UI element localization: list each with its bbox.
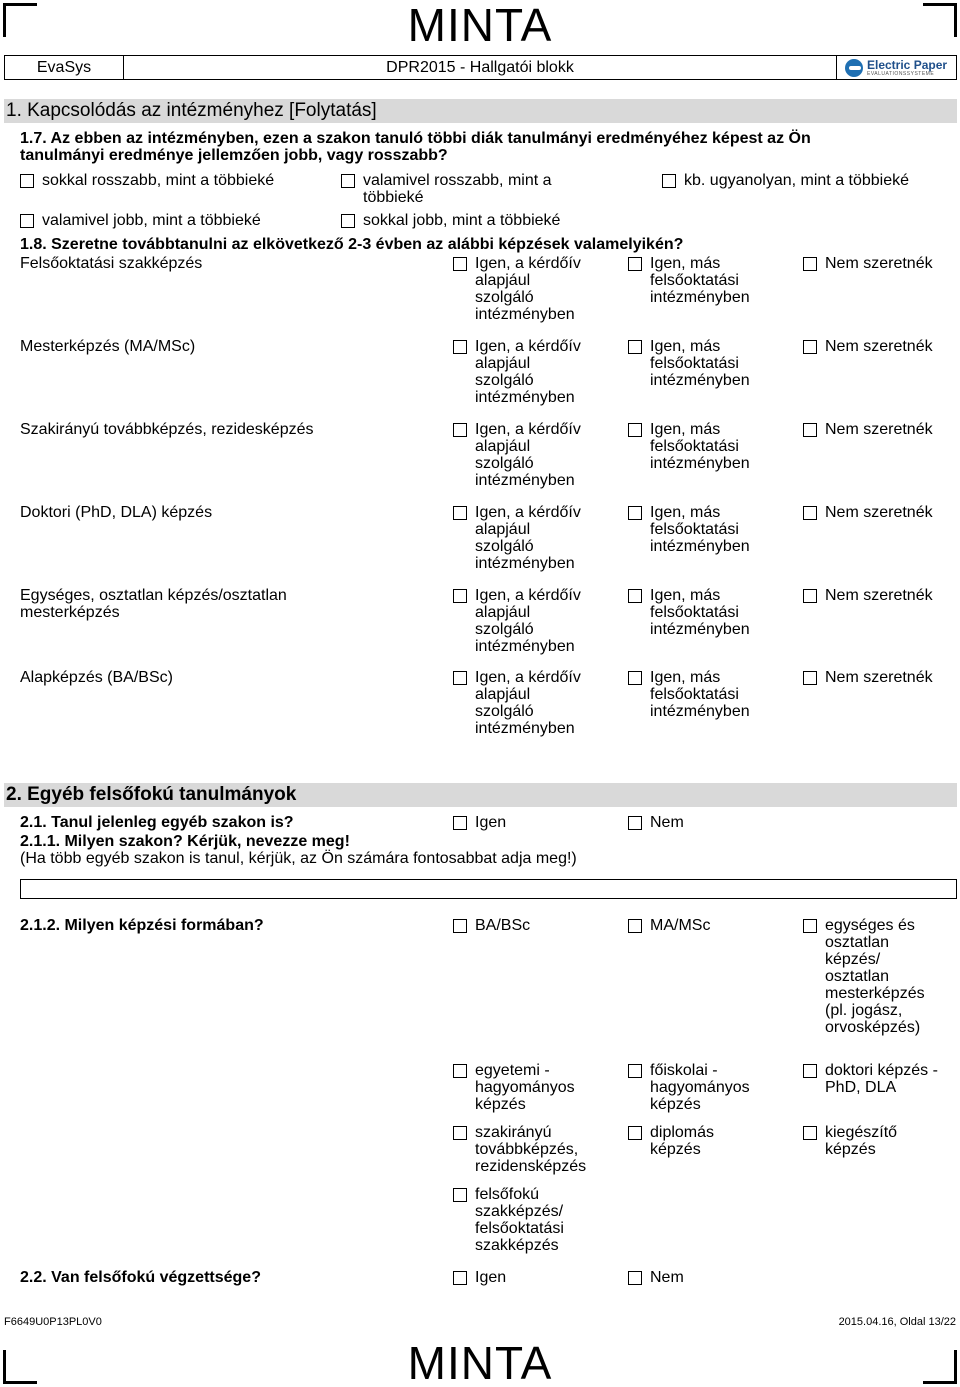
q17-option-1[interactable]: [20, 172, 274, 189]
option-label: doktori képzés - PhD, DLA: [825, 1062, 938, 1096]
q17-option-4[interactable]: [20, 212, 261, 229]
checkbox[interactable]: [453, 1271, 467, 1285]
q18-option-nem[interactable]: [803, 504, 960, 521]
checkbox[interactable]: [453, 1188, 467, 1202]
option-label: Nem szeretnék: [825, 255, 933, 272]
option-label: Igen, a kérdőív alapjául szolgáló intézményben: [475, 421, 581, 489]
checkbox[interactable]: [803, 340, 817, 354]
q212-option-doktori[interactable]: [803, 1062, 955, 1096]
option-label: Igen: [475, 1269, 507, 1286]
checkbox[interactable]: [803, 671, 817, 685]
checkbox[interactable]: [20, 214, 34, 228]
checkbox[interactable]: [20, 174, 34, 188]
option-label: Nem: [650, 1269, 684, 1286]
q18-option-igen-mas[interactable]: [628, 255, 768, 306]
option-label: kiegészítő képzés: [825, 1124, 898, 1158]
question-2-2: 2.2. Van felsőfokú végzettsége?: [20, 1269, 261, 1286]
checkbox[interactable]: [341, 174, 355, 188]
option-label: Igen, más felsőoktatási intézményben: [650, 587, 750, 638]
checkbox[interactable]: [453, 506, 467, 520]
form-title: DPR2015 - Hallgatói blokk: [124, 56, 837, 79]
q18-option-igen-intezmeny[interactable]: [453, 338, 593, 406]
checkbox[interactable]: [628, 589, 642, 603]
checkbox[interactable]: [628, 1271, 642, 1285]
checkbox[interactable]: [803, 919, 817, 933]
option-label: egységes és osztatlan képzés/ osztatlan mesterképzés (pl. jogász, orvosképzés): [825, 917, 925, 1036]
q18-option-igen-mas[interactable]: [628, 587, 768, 638]
option-label: valamivel jobb, mint a többieké: [42, 212, 261, 229]
q18-option-nem[interactable]: [803, 669, 960, 686]
q18-option-igen-intezmeny[interactable]: [453, 255, 593, 323]
electric-paper-logo-icon: [845, 59, 863, 77]
checkbox[interactable]: [341, 214, 355, 228]
checkbox[interactable]: [453, 816, 467, 830]
option-label: BA/BSc: [475, 917, 531, 934]
option-label: Igen: [475, 814, 507, 831]
checkbox[interactable]: [803, 257, 817, 271]
checkbox[interactable]: [662, 174, 676, 188]
section-1-title: 1. Kapcsolódás az intézményhez [Folytatás]: [4, 99, 957, 123]
question-1-7-line2: tanulmányi eredménye jellemzően jobb, vagy rosszabb?: [20, 147, 448, 164]
question-1-7: [20, 130, 950, 164]
checkbox[interactable]: [803, 506, 817, 520]
logo: [837, 56, 956, 79]
option-label: sokkal rosszabb, mint a többieké: [42, 172, 275, 189]
checkbox[interactable]: [803, 1064, 817, 1078]
option-label: Nem szeretnék: [825, 421, 933, 438]
q18-option-igen-intezmeny[interactable]: [453, 587, 593, 655]
option-label: Igen, más felsőoktatási intézményben: [650, 504, 750, 555]
checkbox[interactable]: [628, 671, 642, 685]
q18-option-nem[interactable]: [803, 338, 960, 355]
option-label: Igen, más felsőoktatási intézményben: [650, 255, 750, 306]
q18-row-label: Mesterképzés (MA/MSc): [20, 338, 196, 355]
checkbox[interactable]: [453, 423, 467, 437]
q212-option-foiskolai[interactable]: [628, 1062, 768, 1113]
option-label: Igen, a kérdőív alapjául szolgáló intézményben: [475, 504, 581, 572]
question-1-7-line1: 1.7. Az ebben az intézményben, ezen a szakon tanuló többi diák tanulmányi eredményéhez képest az Ön: [20, 130, 811, 147]
option-label: Igen, más felsőoktatási intézményben: [650, 669, 750, 720]
q22-no[interactable]: [628, 1269, 684, 1286]
q18-option-nem[interactable]: [803, 255, 960, 272]
option-label: Nem szeretnék: [825, 338, 933, 355]
checkbox[interactable]: [803, 423, 817, 437]
logo-subtitle: EVALUATIONSSYSTEME: [867, 70, 935, 77]
checkbox[interactable]: [453, 671, 467, 685]
checkbox[interactable]: [453, 1064, 467, 1078]
q18-option-igen-intezmeny[interactable]: [453, 504, 593, 572]
option-label: Igen, a kérdőív alapjául szolgáló intézményben: [475, 255, 581, 323]
checkbox[interactable]: [453, 1126, 467, 1140]
q212-option-ma[interactable]: [628, 917, 710, 934]
checkbox[interactable]: [803, 589, 817, 603]
option-label: Nem szeretnék: [825, 587, 933, 604]
section-2-title-text: 2. Egyéb felsőfokú tanulmányok: [6, 784, 297, 805]
form-code: F6649U0P13PL0V0: [4, 1316, 102, 1328]
q17-option-3[interactable]: [662, 172, 909, 189]
option-label: Igen, más felsőoktatási intézményben: [650, 338, 750, 389]
app-name: EvaSys: [5, 56, 124, 79]
q17-option-5[interactable]: [341, 212, 560, 229]
checkbox[interactable]: [453, 340, 467, 354]
q18-option-igen-mas[interactable]: [628, 669, 768, 720]
option-label: MA/MSc: [650, 917, 711, 934]
q212-option-felsofoku-szakkepzes[interactable]: [453, 1186, 575, 1254]
option-label: egyetemi - hagyományos képzés: [475, 1062, 575, 1113]
checkbox[interactable]: [628, 340, 642, 354]
question-2-1-1: 2.1.1. Milyen szakon? Kérjük, nevezze meg!: [20, 833, 350, 850]
q212-option-ba[interactable]: [453, 917, 530, 934]
option-label: valamivel rosszabb, mint a többieké: [363, 172, 552, 206]
q212-option-osztatlan[interactable]: [803, 917, 943, 1036]
q18-row-label: Doktori (PhD, DLA) képzés: [20, 504, 213, 521]
q18-option-igen-mas[interactable]: [628, 338, 768, 389]
q18-option-nem[interactable]: [803, 587, 960, 604]
question-2-1: 2.1. Tanul jelenleg egyéb szakon is?: [20, 814, 294, 831]
program-name-input[interactable]: [20, 879, 957, 899]
question-2-1-2: 2.1.2. Milyen képzési formában?: [20, 917, 264, 934]
q212-option-szakiranyu[interactable]: [453, 1124, 605, 1175]
checkbox[interactable]: [628, 506, 642, 520]
checkbox[interactable]: [628, 919, 642, 933]
q18-option-igen-intezmeny[interactable]: [453, 421, 593, 489]
q212-option-diplomas[interactable]: [628, 1124, 730, 1158]
option-label: Igen, a kérdőív alapjául szolgáló intézményben: [475, 669, 581, 737]
q18-row-label: Alapképzés (BA/BSc): [20, 669, 173, 686]
form-header: [4, 55, 957, 80]
option-label: Nem: [650, 814, 684, 831]
checkbox[interactable]: [453, 919, 467, 933]
q18-option-igen-intezmeny[interactable]: [453, 669, 593, 737]
q212-option-kiegeszito[interactable]: [803, 1124, 915, 1158]
watermark-top: MINTA: [407, 0, 553, 51]
option-label: szakirányú továbbképzés, rezidensképzés: [475, 1124, 587, 1175]
q18-option-igen-mas[interactable]: [628, 504, 768, 555]
q21-yes[interactable]: [453, 814, 506, 831]
q18-option-nem[interactable]: [803, 421, 960, 438]
logo-name: Electric Paper: [867, 57, 948, 72]
option-label: diplomás képzés: [650, 1124, 715, 1158]
option-label: Igen, más felsőoktatási intézményben: [650, 421, 750, 472]
option-label: főiskolai - hagyományos képzés: [650, 1062, 750, 1113]
q18-row-label: Egységes, osztatlan képzés/osztatlan mesterképzés: [20, 587, 287, 621]
option-label: Nem szeretnék: [825, 504, 933, 521]
checkbox[interactable]: [628, 816, 642, 830]
page-info: 2015.04.16, Oldal 13/22: [838, 1316, 956, 1328]
q18-row-label: Szakirányú továbbképzés, rezidesképzés: [20, 421, 314, 438]
option-label: felsőfokú szakképzés/ felsőoktatási szakképzés: [475, 1186, 564, 1254]
option-label: Igen, a kérdőív alapjául szolgáló intézményben: [475, 338, 581, 406]
checkbox[interactable]: [453, 589, 467, 603]
checkbox[interactable]: [628, 1126, 642, 1140]
q18-option-igen-mas[interactable]: [628, 421, 768, 472]
section-2-title: [4, 783, 957, 807]
checkbox[interactable]: [453, 257, 467, 271]
q17-option-2[interactable]: [341, 172, 591, 206]
option-label: Igen, a kérdőív alapjául szolgáló intézményben: [475, 587, 581, 655]
checkbox[interactable]: [628, 257, 642, 271]
option-label: sokkal jobb, mint a többieké: [363, 212, 561, 229]
q212-option-egyetemi[interactable]: [453, 1062, 593, 1113]
option-label: kb. ugyanolyan, mint a többieké: [684, 172, 910, 189]
option-label: Nem szeretnék: [825, 669, 933, 686]
checkbox[interactable]: [628, 423, 642, 437]
checkbox[interactable]: [628, 1064, 642, 1078]
q18-row-label: Felsőoktatási szakképzés: [20, 255, 203, 272]
q21-no[interactable]: [628, 814, 684, 831]
watermark-bottom: MINTA: [407, 1337, 553, 1387]
question-2-1-1-note: (Ha több egyéb szakon is tanul, kérjük, az Ön számára fontosabbat adja meg!): [20, 850, 577, 867]
question-1-8: 1.8. Szeretne továbbtanulni az elkövetkező 2-3 évben az alábbi képzések valamelyikén?: [20, 236, 684, 253]
checkbox[interactable]: [803, 1126, 817, 1140]
q22-yes[interactable]: [453, 1269, 506, 1286]
